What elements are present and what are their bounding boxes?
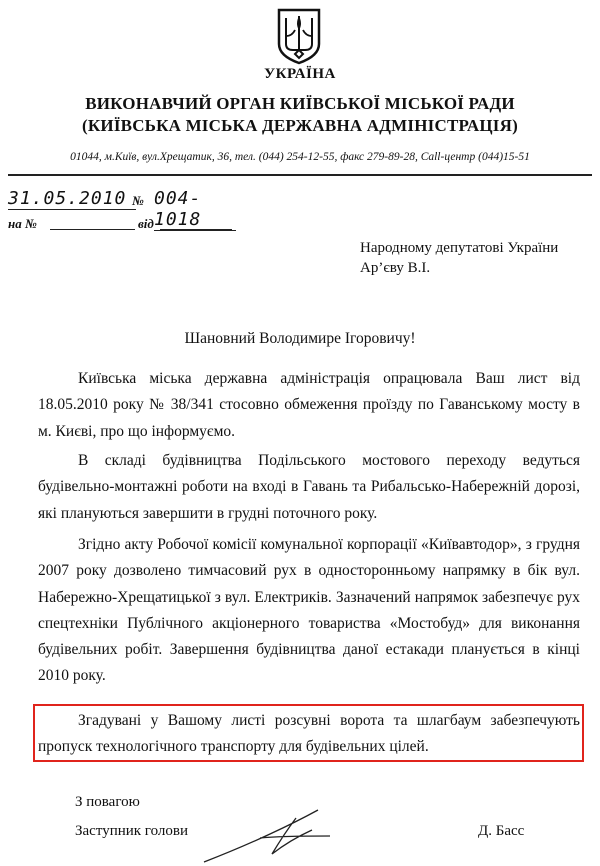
closing-regards: З повагою: [75, 794, 140, 810]
registration-date: 31.05.2010: [8, 188, 136, 210]
body-paragraph: Згідно акту Робочої комісії комунальної корпорації «Київавтодор», з грудня 2007 року дозволено тимчасовий рух в односторонньому напрямку в бік вул. Набережно-Хрещатицької з вул. Електриків. Зазначений напрямок забезпечує рух спецтехніки Публічного акціонерного товариства «Мостобуд» для виконання будівельних робіт. Завершення будівництва даної естакади планується в кінці 2010 року.: [38, 536, 580, 685]
highlighted-paragraph: Згадувані у Вашому листі розсувні ворота та шлагбаум забезпечують пропуск технологічного транспорту для будівельних цілей.: [38, 712, 580, 756]
highlight-box: [33, 704, 584, 762]
reference-date-blank: [160, 229, 232, 230]
handwritten-signature: [200, 800, 340, 866]
reference-number-label: на №: [8, 216, 37, 231]
country-title: УКРАЇНА: [264, 66, 336, 82]
address-line: 01044, м.Київ, вул.Хрещатик, 36, тел. (044) 254-12-55, факс 279-89-28, Call-центр (044)15-51: [70, 151, 530, 163]
organization-subtitle: (КИЇВСЬКА МІСЬКА ДЕРЖАВНА АДМІНІСТРАЦІЯ): [82, 116, 518, 135]
trident-emblem-icon: [275, 6, 323, 66]
header-divider: [8, 174, 592, 176]
registration-number: 004-1018: [154, 188, 236, 231]
greeting: Шановний Володимире Ігоровичу!: [184, 330, 416, 347]
body-paragraph: В складі будівництва Подільського мостового переходу ведуться будівельно-монтажні роботи на вході в Гавань та Рибальсько-Набережній дорозі, які плануються завершити в грудні поточного року.: [38, 452, 580, 522]
recipient-name: Ар’єву В.І.: [360, 260, 431, 276]
signer-position: Заступник голови: [75, 823, 188, 839]
signer-name: Д. Басс: [478, 823, 525, 839]
reference-date-label: від: [138, 216, 154, 231]
body-paragraph: Київська міська державна адміністрація опрацювала Ваш лист від 18.05.2010 року № 38/341 стосовно обмеження проїзду по Гаванському мосту в м. Києві, про що інформуємо.: [38, 370, 580, 440]
organization-title: ВИКОНАВЧИЙ ОРГАН КИЇВСЬКОЇ МІСЬКОЇ РАДИ: [85, 94, 515, 113]
recipient-title: Народному депутатові України: [360, 240, 559, 256]
reference-number-blank: [50, 229, 135, 230]
registration-number-label: №: [132, 193, 144, 208]
